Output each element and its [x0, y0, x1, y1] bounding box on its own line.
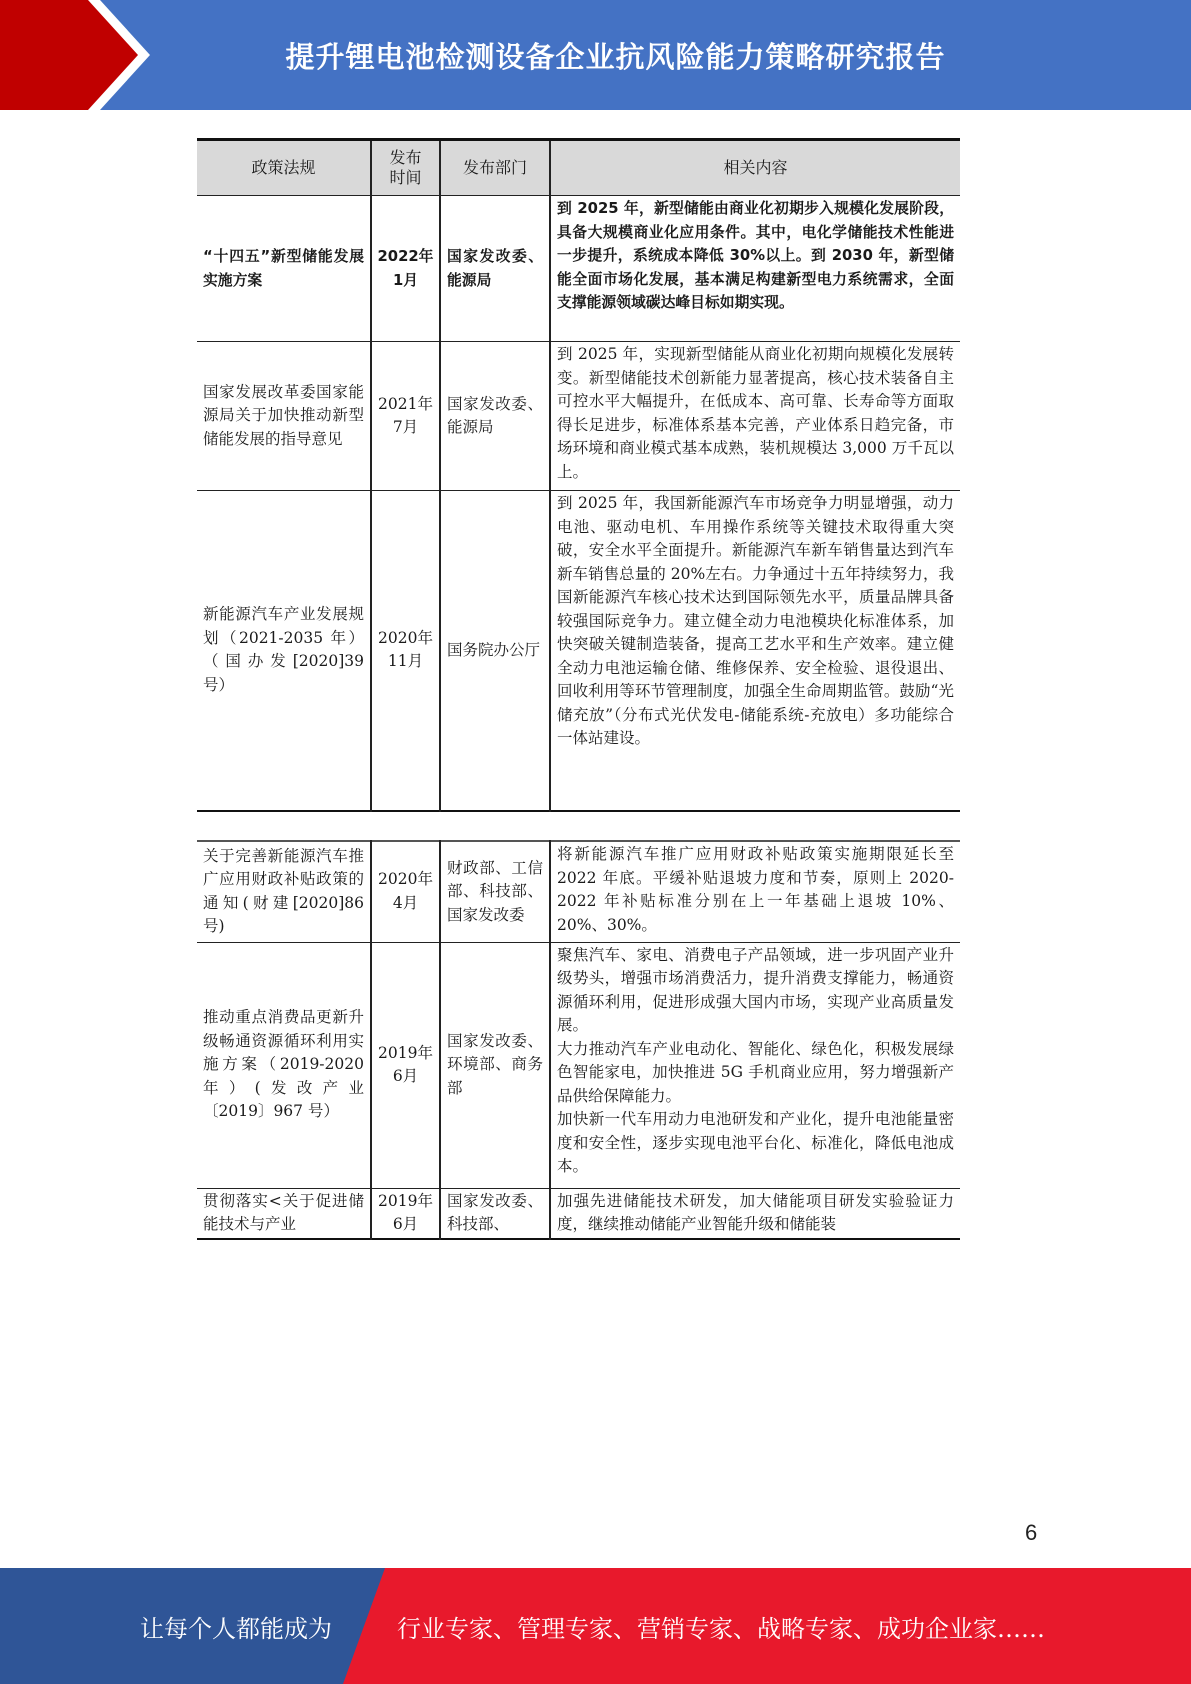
policy-content: 加强先进储能技术研发，加大储能项目研发实验验证力度，继续推动储能产业智能升级和储能装 — [550, 1188, 960, 1239]
policy-date: 2019年6月 — [371, 942, 440, 1188]
page-number: 6 — [1025, 1520, 1038, 1545]
policy-name: “十四五”新型储能发展实施方案 — [203, 248, 364, 289]
policy-content: 将新能源汽车推广应用财政补贴政策实施期限延长至 2022 年底。平缓补贴退坡力度和节奏，原则上 2020-2022 年补贴标准分别在上一年基础上退坡 10%、20%、30%。 — [550, 841, 960, 942]
header-banner — [0, 0, 1191, 110]
policy-name: 新能源汽车产业发展规划（2021-2035 年）（国办发[2020]39 号） — [203, 605, 364, 694]
policy-name: 贯彻落实<关于促进储能技术与产业 — [203, 1191, 364, 1233]
footer-slogan-left: 让每个人都能成为 — [140, 1614, 332, 1643]
policy-date: 2021年7月 — [371, 342, 440, 491]
policy-department: 国务院办公厅 — [440, 491, 550, 811]
table-row — [197, 491, 960, 811]
table-row — [197, 196, 960, 342]
report-title: 提升锂电池检测设备企业抗风险能力策略研究报告 — [285, 39, 946, 74]
policy-name: 推动重点消费品更新升级畅通资源循环利用实施方案（2019-2020 年）(发改产业〔2019〕967 号） — [203, 1008, 364, 1121]
policy-table-part-2 — [197, 840, 960, 1240]
content-paragraph: 聚焦汽车、家电、消费电子产品领域，进一步巩固产业升级势头，增强市场消费活力，提升消费支撑能力，畅通资源循环利用，促进形成强大国内市场，实现产业高质量发展。 — [557, 945, 954, 1034]
policy-department: 财政部、工信部、科技部、国家发改委 — [440, 841, 550, 942]
column-header: 相关内容 — [550, 140, 960, 196]
policy-date: 2022年1月 — [371, 196, 440, 342]
policy-content: 到 2025 年，我国新能源汽车市场竞争力明显增强，动力电池、驱动电机、车用操作系统等关键技术取得重大突破，安全水平全面提升。新能源汽车新车销售量达到汽车新车销售总量的 20%左右。力争通过十五年持续努力，我国新能源汽车核心技术达到国际领先水平，质量品牌具备较强国际竞争力。建立健全动力电池模块化标准体系，加快突破关键制造装备，提高工艺水平和生产效率。建立健全动力电池运输仓储、维修保养、安全检验、退役退出、回收利用等环节管理制度，加强全生命周期监管。鼓励“光储充放”（分布式光伏发电-储能系统-充放电）多功能综合一体站建设。 — [550, 491, 960, 811]
column-header: 政策法规 — [197, 140, 371, 196]
policy-department: 国家发改委、能源局 — [440, 196, 550, 342]
policy-date: 2019年6月 — [371, 1188, 440, 1239]
table-row — [197, 942, 960, 1188]
table-header-row — [197, 140, 960, 196]
policy-name: 关于完善新能源汽车推广应用财政补贴政策的通知(财建[2020]86 号) — [203, 846, 364, 936]
policy-department: 国家发改委、能源局 — [440, 342, 550, 491]
content-paragraph: 大力推动汽车产业电动化、智能化、绿色化，积极发展绿色智能家电，加快推进 5G 手机商业应用，努力增强新产品供给保障能力。 — [557, 1039, 954, 1105]
policy-date: 2020年11月 — [371, 491, 440, 811]
column-header: 发布时间 — [371, 140, 440, 196]
policy-name: 国家发展改革委国家能源局关于加快推动新型储能发展的指导意见 — [203, 382, 364, 448]
column-header: 发布部门 — [440, 140, 550, 196]
policy-department: 国家发改委、科技部、 — [440, 1188, 550, 1239]
footer-banner — [0, 1568, 1191, 1684]
chevron-arrow-icon — [0, 0, 160, 110]
policy-content — [550, 942, 960, 1188]
table-row — [197, 1188, 960, 1239]
table-row — [197, 841, 960, 942]
policy-content: 到 2025 年，新型储能由商业化初期步入规模化发展阶段，具备大规模商业化应用条件。其中，电化学储能技术性能进一步提升，系统成本降低 30%以上。到 2030 年，新型储能全面市场化发展，基本满足构建新型电力系统需求，全面支撑能源领域碳达峰目标如期实现。 — [550, 196, 960, 342]
policy-date: 2020年4月 — [371, 841, 440, 942]
table-row — [197, 342, 960, 491]
content-paragraph: 加快新一代车用动力电池研发和产业化，提升电池能量密度和安全性，逐步实现电池平台化、标准化，降低电池成本。 — [557, 1110, 954, 1175]
policy-table-part-1 — [197, 138, 960, 812]
footer-slogan-right: 行业专家、管理专家、营销专家、战略专家、成功企业家…… — [397, 1614, 1045, 1643]
policy-content: 到 2025 年，实现新型储能从商业化初期向规模化发展转变。新型储能技术创新能力显著提高，核心技术装备自主可控水平大幅提升，在低成本、高可靠、长寿命等方面取得长足进步，标准体系基本完善，产业体系日趋完备，市场环境和商业模式基本成熟，装机规模达 3,000 万千瓦以上。 — [550, 342, 960, 491]
policy-department: 国家发改委、环境部、商务部 — [440, 942, 550, 1188]
